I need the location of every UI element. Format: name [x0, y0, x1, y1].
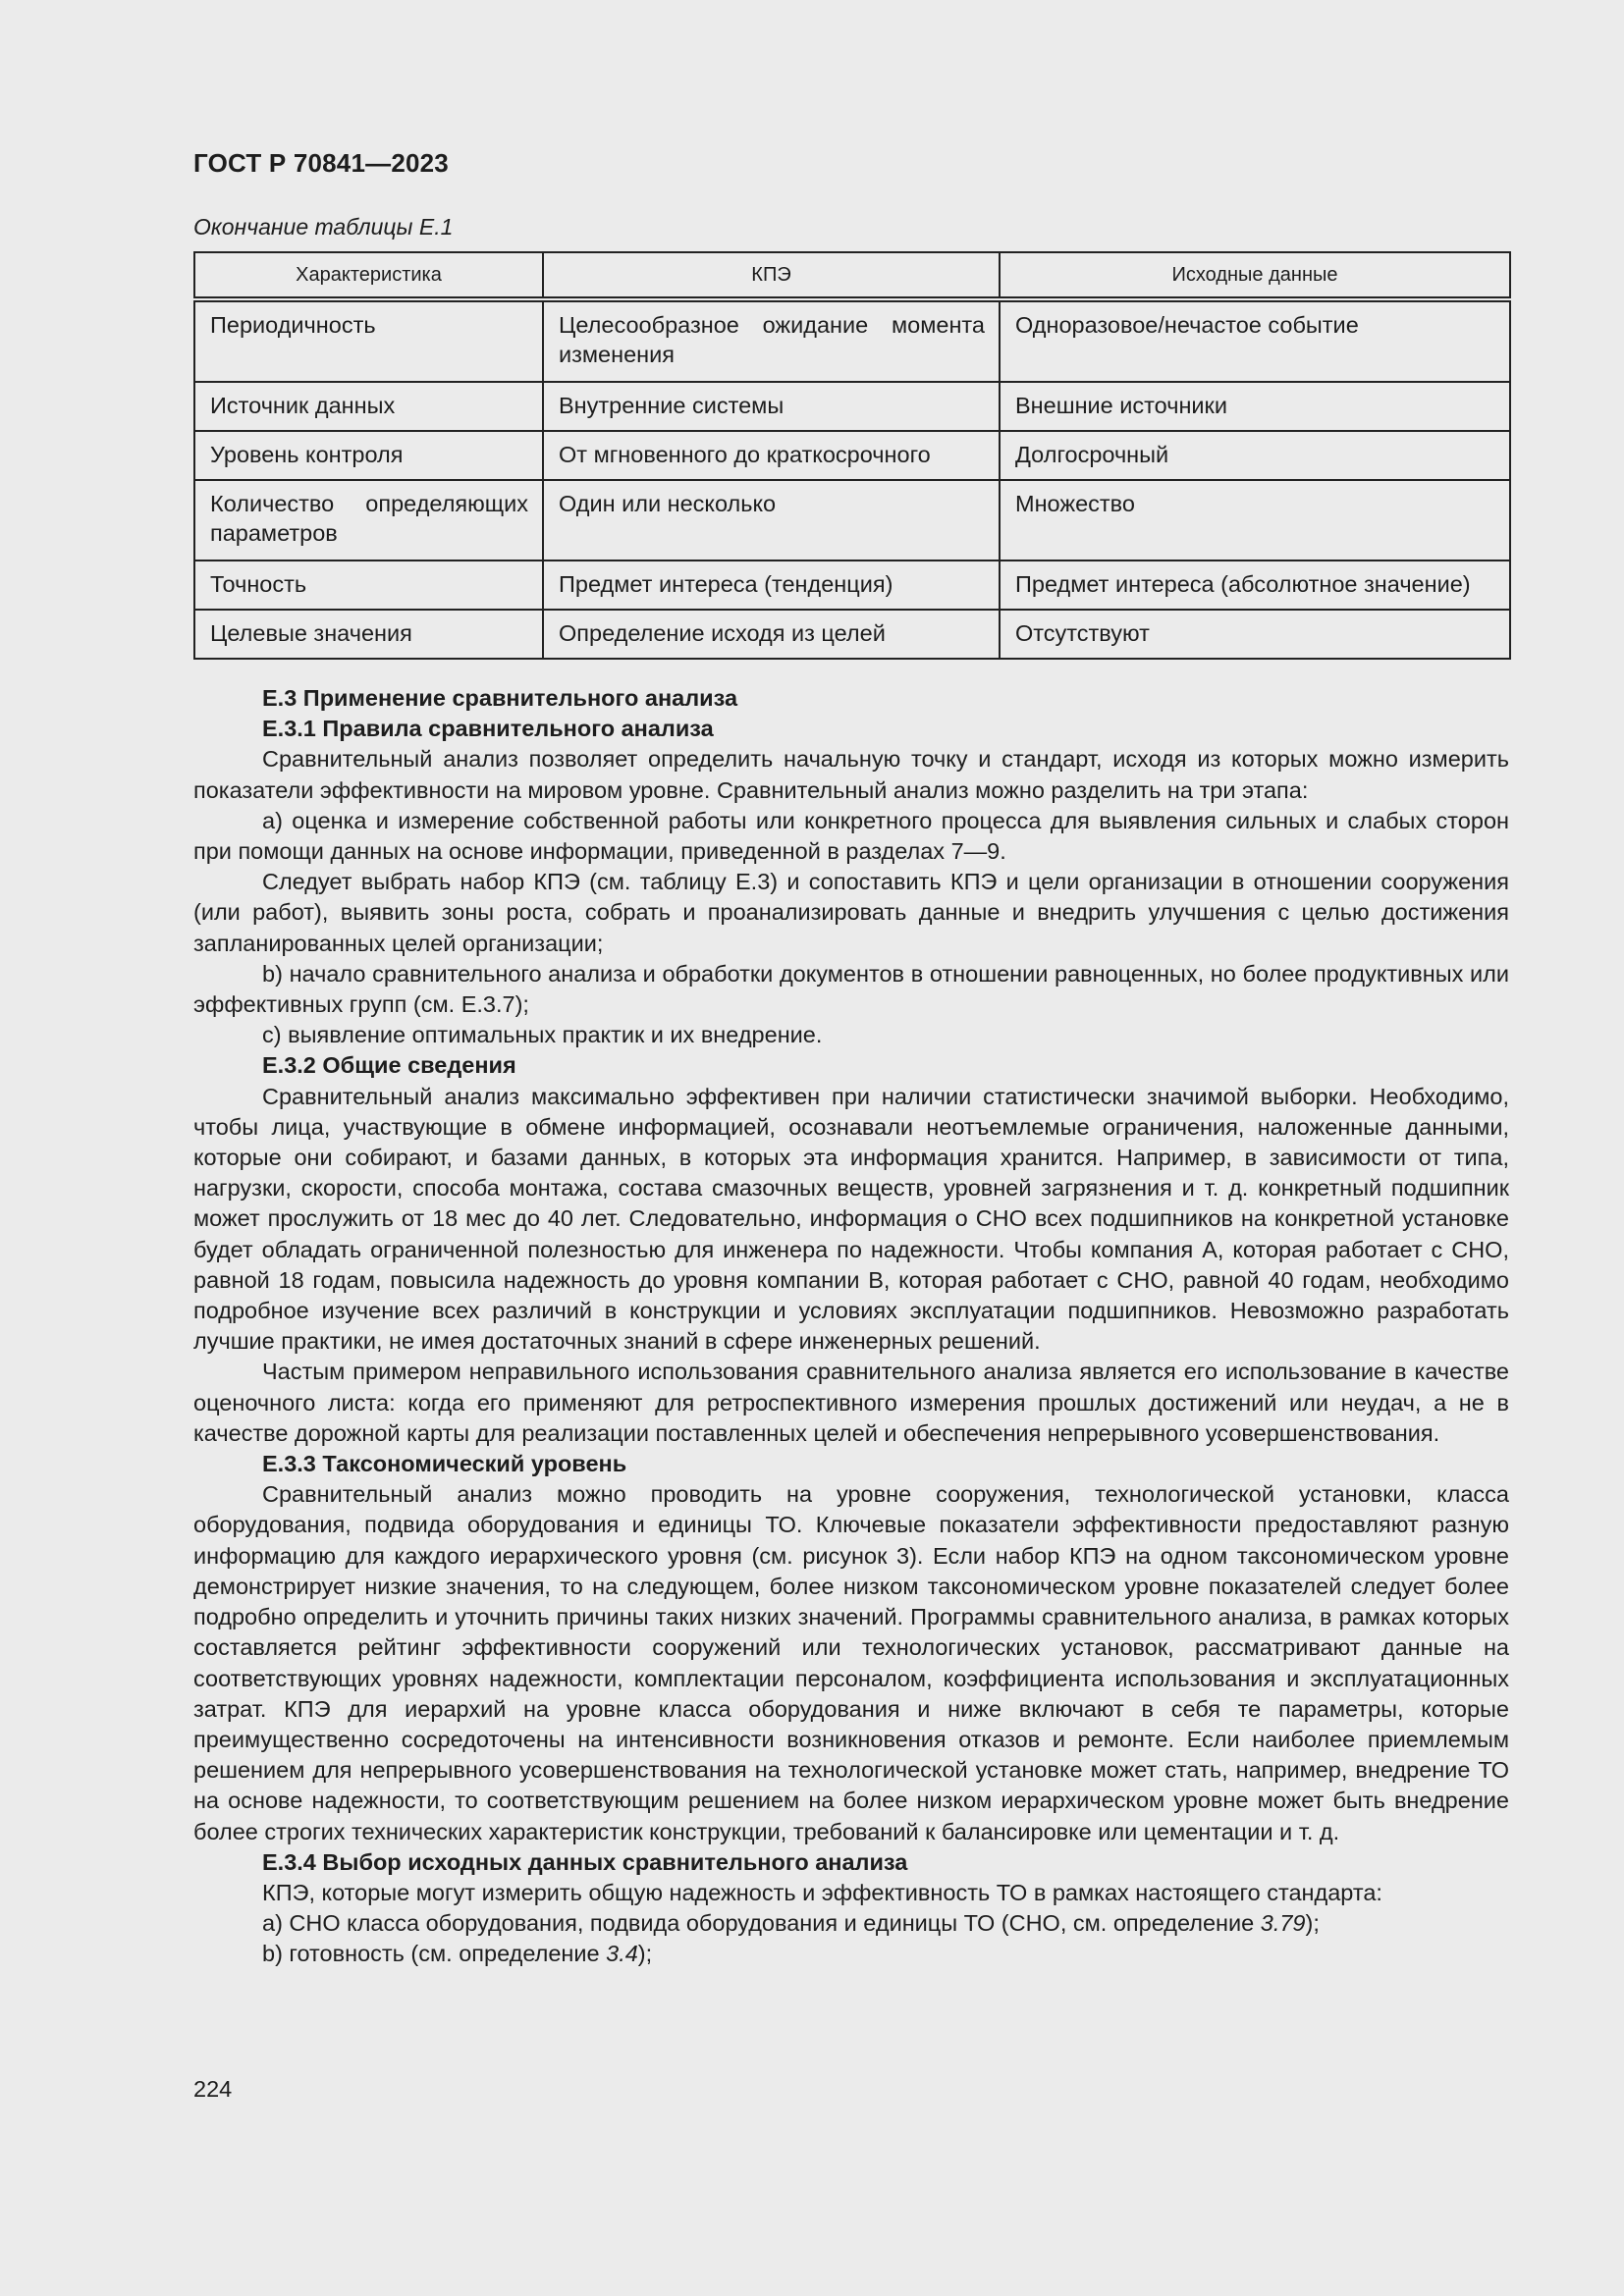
table-cell: Множество: [1000, 480, 1510, 561]
paragraph: Сравнительный анализ позволяет определить начальную точку и стандарт, исходя из которых можно измерить показатели эффективности на мировом уровне. Сравнительный анализ можно разделить на три этапа:: [193, 746, 1509, 803]
section-heading-e32: Е.3.2 Общие сведения: [262, 1052, 516, 1079]
column-header: Характеристика: [194, 252, 543, 299]
table-cell: Предмет интереса (тенденция): [543, 561, 1000, 610]
definition-reference: 3.4: [606, 1941, 638, 1967]
table-cell: Точность: [194, 561, 543, 610]
table-cell: Уровень контроля: [194, 431, 543, 480]
section-heading-e31: Е.3.1 Правила сравнительного анализа: [262, 716, 714, 742]
table-row: [194, 382, 1510, 431]
table-cell: От мгновенного до краткосрочного: [543, 431, 1000, 480]
table-cell: Предмет интереса (абсолютное значение): [1000, 561, 1510, 610]
list-item-text: );: [637, 1941, 653, 1967]
table-cell: Определение исходя из целей: [543, 610, 1000, 659]
column-header: Исходные данные: [1000, 252, 1510, 299]
comparison-table: [193, 251, 1511, 660]
list-item-text: а) СНО класса оборудования, подвида оборудования и единицы ТО (СНО, см. определение: [262, 1910, 1261, 1937]
table-cell: Внутренние системы: [543, 382, 1000, 431]
table-cell: Количество определяющих параметров: [194, 480, 543, 561]
table-row: [194, 431, 1510, 480]
paragraph: КПЭ, которые могут измерить общую надежность и эффективность ТО в рамках настоящего стандарта:: [262, 1879, 1382, 1905]
paragraph: Частым примером неправильного использования сравнительного анализа является его использование в качестве оценочного листа: когда его применяют для ретроспективного измерения прошлых достижений или неудач, а не в качестве дорожной карты для реализации поставленных целей и обеспечения непрерывного усовершенствования.: [193, 1359, 1509, 1446]
section-heading-e33: Е.3.3 Таксономический уровень: [262, 1451, 627, 1477]
table-row: [194, 561, 1510, 610]
column-header: КПЭ: [543, 252, 1000, 299]
table-cell: Целесообразное ожидание момента изменения: [543, 299, 1000, 382]
definition-reference: 3.79: [1260, 1910, 1306, 1937]
document-page: [193, 147, 1509, 1970]
table-cell: Отсутствуют: [1000, 610, 1510, 659]
paragraph: Следует выбрать набор КПЭ (см. таблицу Е.3) и сопоставить КПЭ и цели организации в отношении сооружения (или работ), выявить зоны роста, собрать и проанализировать данные и внедрить улучшения с целью достижения запланированных целей организации;: [193, 869, 1509, 956]
paragraph: Сравнительный анализ можно проводить на уровне сооружения, технологической установки, класса оборудования, подвида оборудования и единицы ТО. Ключевые показатели эффективности предоставляют разную информацию для каждого иерархического уровня (см. рисунок 3). Если набор КПЭ на одном таксономическом уровне демонстрирует низкие значения, то на следующем, более низком таксономическом уровне показателей следует более подробно определить и уточнить причины таких низких значений. Программы сравнительного анализа, в рамках которых составляется рейтинг эффективности сооружений или технологических установок, рассматривают данные на соответствующих уровнях надежности, комплектации персоналом, коэффициента использования и эксплуатационных затрат. КПЭ для иерархий на уровне класса оборудования и ниже включают в себя те параметры, которые преимущественно сосредоточены на интенсивности возникновения отказов и ремонте. Если наиболее приемлемым решением для непрерывного усовершенствования на технологической установке может стать, например, внедрение ТО на основе надежности, то соответствующим решением на более низком иерархическом уровне может быть внедрение более строгих технических характеристик конструкции, требований к балансировке или цементации и т. д.: [193, 1481, 1509, 1844]
list-item-text: );: [1305, 1910, 1320, 1937]
table-cell: Долгосрочный: [1000, 431, 1510, 480]
table-caption: Окончание таблицы Е.1: [193, 214, 454, 240]
document-id: ГОСТ Р 70841—2023: [193, 148, 449, 178]
table-cell: Одноразовое/нечастое событие: [1000, 299, 1510, 382]
page-number: 224: [193, 2076, 233, 2102]
table-row: [194, 299, 1510, 382]
table-row: [194, 610, 1510, 659]
table-row: [194, 480, 1510, 561]
table-cell: Один или несколько: [543, 480, 1000, 561]
list-item: c) выявление оптимальных практик и их внедрение.: [262, 1022, 823, 1048]
list-item: [193, 1939, 1509, 1969]
table-cell: Целевые значения: [194, 610, 543, 659]
paragraph: Сравнительный анализ максимально эффективен при наличии статистически значимой выборки. Необходимо, чтобы лица, участвующие в обмене информацией, осознавали неотъемлемые ограничения, наложенные данными, которые они собирают, и базами данных, в которых эта информация хранится. Например, в зависимости от типа, нагрузки, скорости, способа монтажа, состава смазочных веществ, уровней загрязнения и т. д. конкретный подшипник может прослужить от 18 мес до 40 лет. Следовательно, информация о СНО всех подшипников на конкретной установке будет обладать ограниченной полезностью для инженера по надежности. Чтобы компания А, которая работает с СНО, равной 18 годам, повысила надежность до уровня компании В, которая работает с СНО, равной 40 годам, необходимо подробное изучение всех различий в конструкции и условиях эксплуатации подшипников. Невозможно разработать лучшие практики, не имея достаточных знаний в сфере инженерных решений.: [193, 1083, 1509, 1355]
section-heading-e3: Е.3 Применение сравнительного анализа: [262, 685, 738, 711]
table-cell: Внешние источники: [1000, 382, 1510, 431]
list-item: а) оценка и измерение собственной работы или конкретного процесса для выявления сильных и слабых сторон при помощи данных на основе информации, приведенной в разделах 7—9.: [193, 807, 1509, 865]
list-item: [193, 1908, 1509, 1939]
section-heading-e34: Е.3.4 Выбор исходных данных сравнительного анализа: [262, 1848, 908, 1875]
table-header-row: [194, 252, 1510, 299]
table-cell: Источник данных: [194, 382, 543, 431]
list-item: b) начало сравнительного анализа и обработки документов в отношении равноценных, но более продуктивных или эффективных групп (см. Е.3.7);: [193, 960, 1509, 1018]
table-cell: Периодичность: [194, 299, 543, 382]
list-item-text: b) готовность (см. определение: [262, 1941, 607, 1967]
